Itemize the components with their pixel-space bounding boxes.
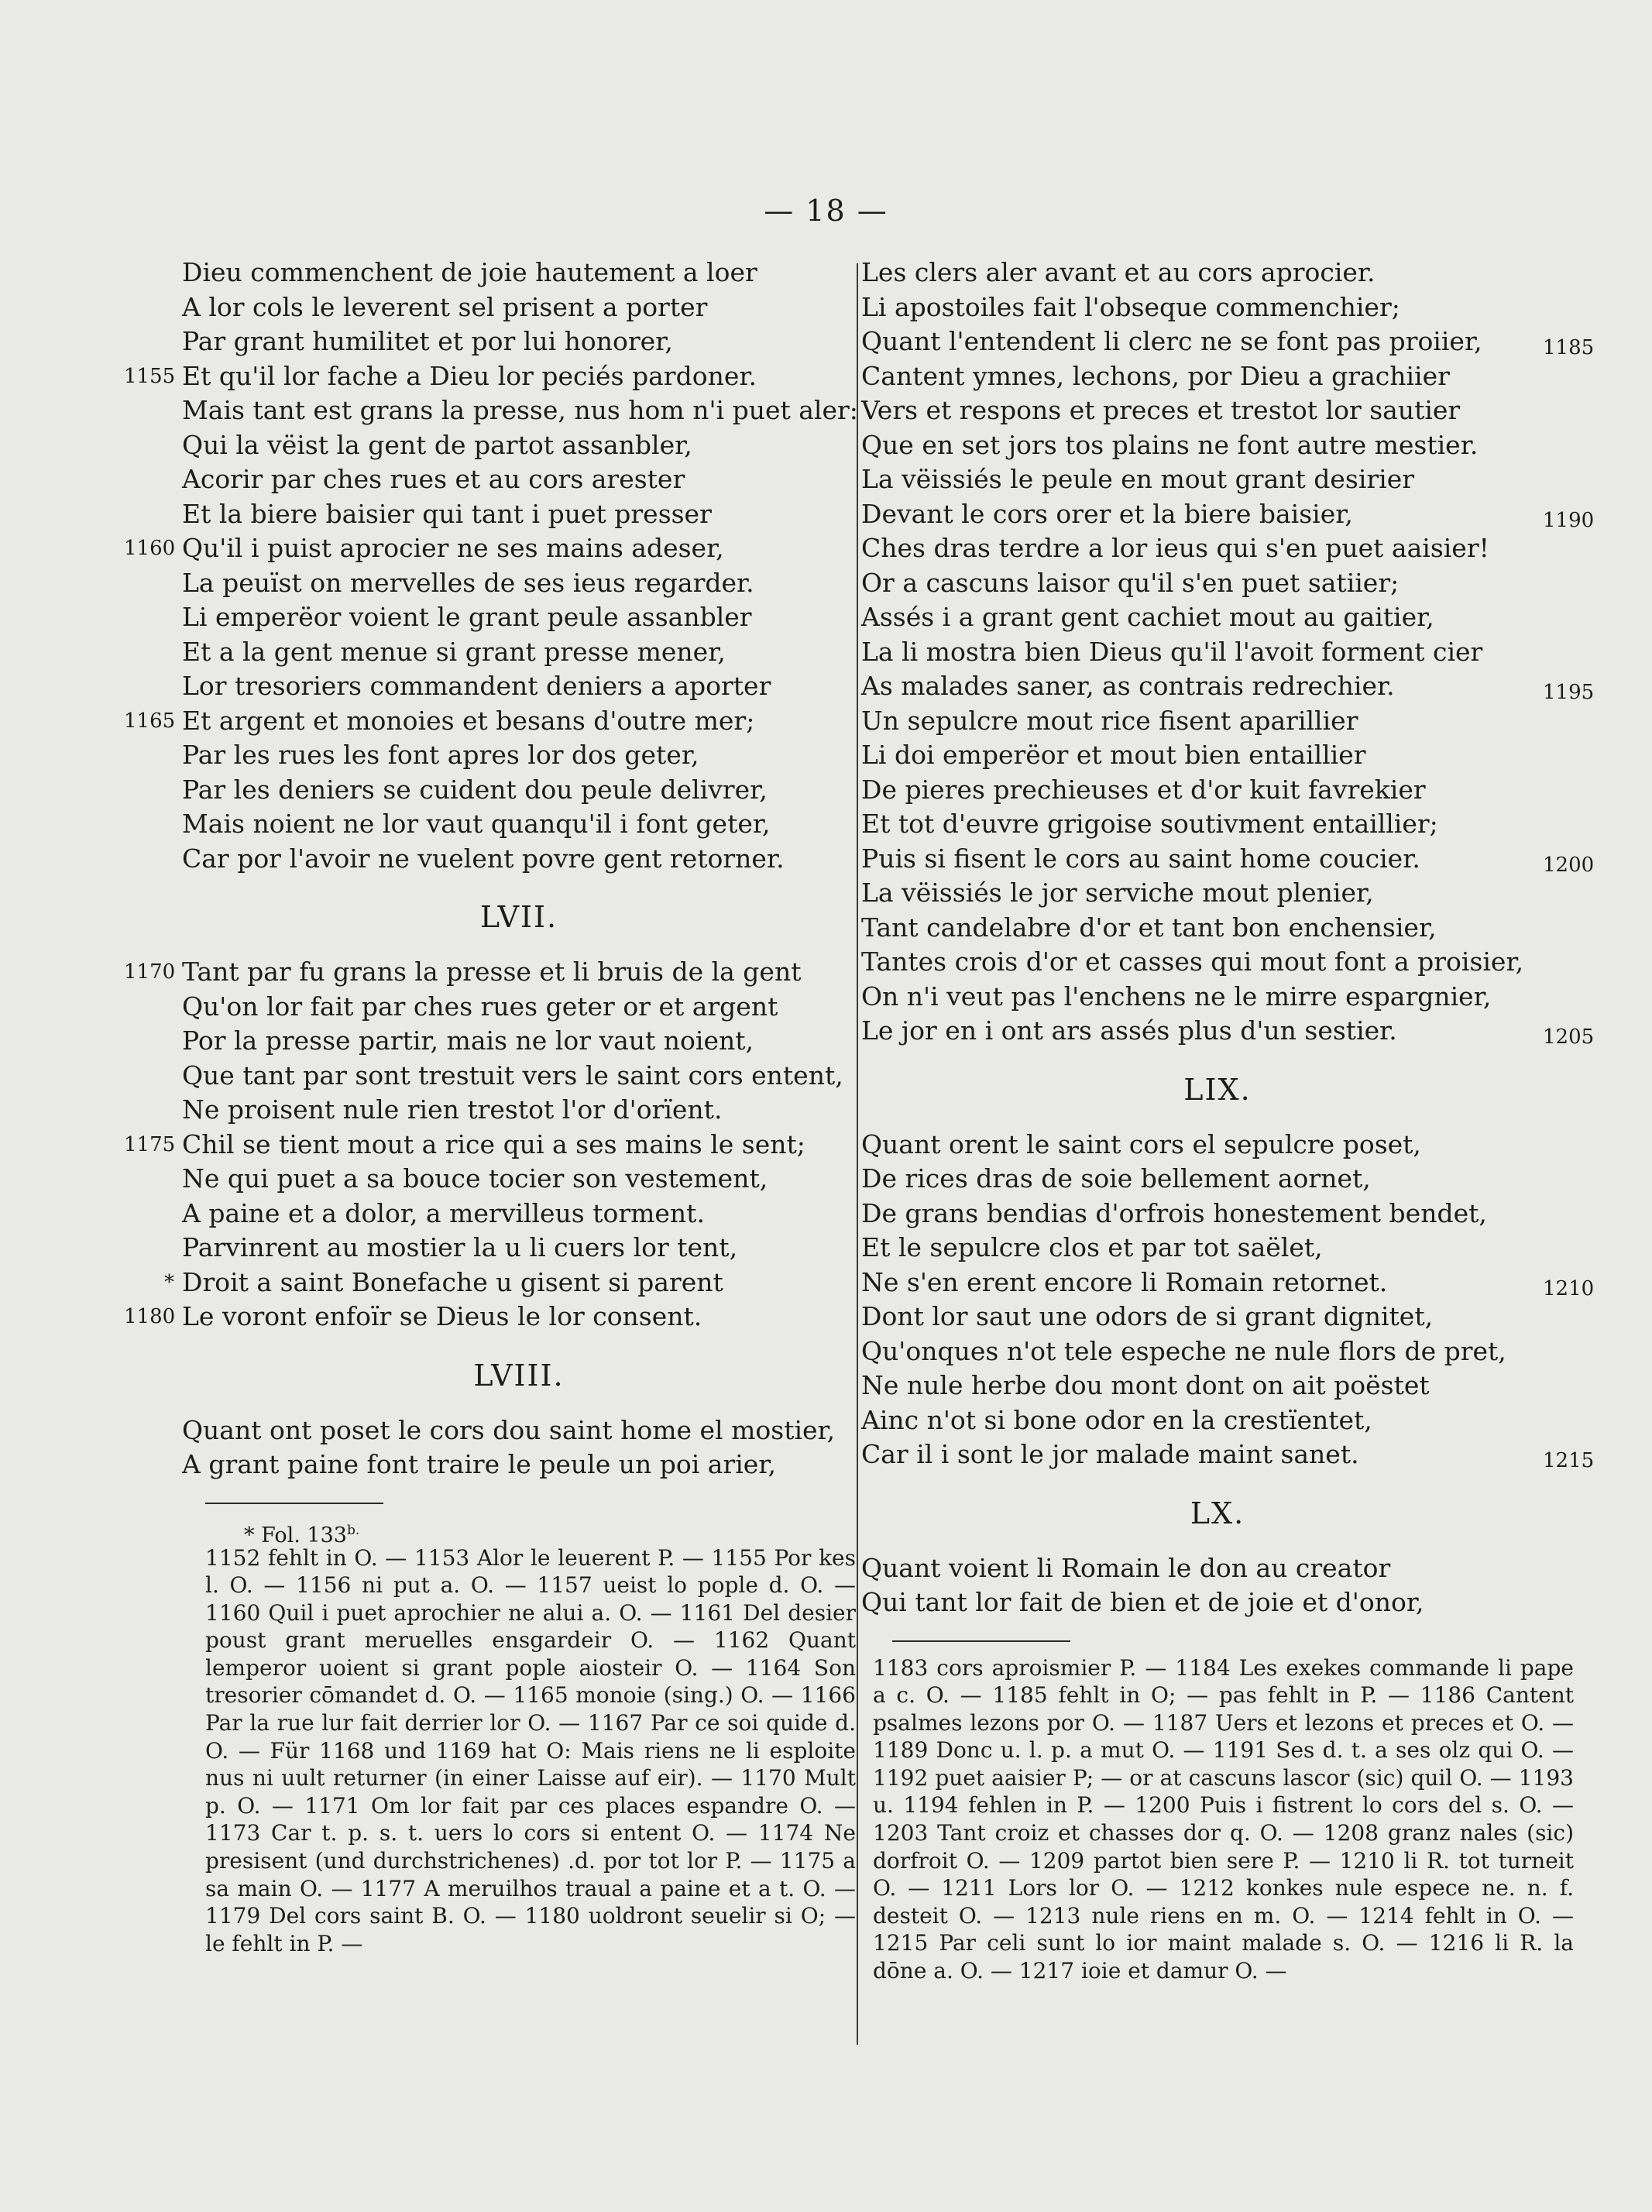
verse-line [124, 1128, 856, 1163]
verse-line-number: 1205 [1543, 1025, 1595, 1049]
verse-line-number: 1160 [124, 537, 176, 560]
verse-text: Que tant par sont trestuit vers le saint cors entent, [182, 1060, 843, 1091]
verse-line [124, 990, 856, 1025]
variant-readings: 1183 cors aproismier P. — 1184 Les exekes commande li pape a c. O. — 1185 fehlt in O; — pas fehlt in P. — 1186 Cantent psalmes lezons por O. — 1187 Uers et lezons et preces et O. — 1189 Donc u. l. p. a mut O. — 1191 Ses d. t. a ses olz qui O. — 1192 puet aaisier P; — or at cascuns lascor (sic) quil O. — 1193 u. 1194 fehlen in P. — 1200 Puis i fistrent lo cors del s. O. — 1203 Tant croiz et chasses dor q. O. — 1208 granz nales (sic) dorfroit O. — 1209 partot bien sere P. — 1210 li R. tot turneit O. — 1211 Lors lor O. — 1212 konkes nule especе ne. n. f. desteit O. — 1213 nule riens en m. O. — 1214 fehlt in O. — 1215 Par celi sunt lo ior maint malade s. O. — 1216 li R. la dōne a. O. — 1217 ioie et damur O. — [873, 1654, 1574, 1984]
verse-line [861, 1585, 1574, 1620]
verse-line [861, 773, 1574, 808]
verse-line [124, 566, 856, 601]
verse-text: Qui la vëist la gent de partot assanbler, [182, 429, 692, 460]
verse-line [124, 290, 856, 325]
verse-line [861, 807, 1574, 842]
verse-line [861, 1437, 1595, 1472]
verse-text: Et tot d'euvre grigoise soutivment entaillier; [861, 809, 1438, 839]
verse-line-number: 1190 [1543, 508, 1595, 532]
verse-line [124, 635, 856, 670]
verse-text: Par les deniers se cuident dou peule delivrer, [182, 774, 768, 805]
verse-text: Quant voient li Romain le don au creator [861, 1552, 1391, 1583]
verse-line [861, 842, 1595, 877]
verse-text: A lor cols le leverent sel prisent a porter [182, 291, 708, 322]
verse-text: Devant le cors orer et la biere baisier, [861, 498, 1353, 529]
verse-line [861, 876, 1574, 911]
verse-text: Cantent ymnes, lechons, por Dieu a grachiier [861, 360, 1450, 391]
verse-text: Qu'on lor fait par ches rues geter or et argent [182, 991, 778, 1022]
verse-line [861, 1551, 1574, 1586]
verse-line [861, 566, 1574, 601]
verse-text: Mais noient ne lor vaut quanqu'il i font geter, [182, 809, 771, 839]
verse-line [861, 635, 1574, 670]
verse-line-number: 1175 [124, 1132, 176, 1156]
verse-line-number: 1215 [1543, 1449, 1595, 1472]
verse-line-number: 1180 [124, 1305, 176, 1328]
verse-text: Dont lor saut une odors de si grant dignitet, [861, 1301, 1434, 1331]
verses-block-a [124, 256, 856, 876]
verse-text: Vers et respons et preces et trestot lor sautier [861, 395, 1461, 425]
verse-text: Ne s'en erent encore li Romain retornet. [861, 1266, 1388, 1297]
verse-text: Car por l'avoir ne vuelent povre gent retorner. [182, 843, 785, 874]
verses-block-c [124, 1413, 856, 1482]
verse-line-number: 1170 [124, 960, 176, 984]
verse-text: A grant paine font traire le peule un poi arier, [182, 1449, 776, 1479]
verse-line [124, 1413, 856, 1448]
verse-line [861, 600, 1574, 635]
verse-text: De pieres prechieuses et d'or kuit favrekier [861, 774, 1426, 805]
verse-text: Puis si fisent le cors au saint home coucier. [861, 843, 1420, 874]
verse-line [861, 1231, 1574, 1266]
verse-line [124, 393, 856, 428]
verse-text: Lor tresoriers commandent deniers a aporter [182, 671, 771, 701]
verse-line [861, 945, 1574, 980]
verse-line [124, 325, 856, 359]
section-heading-lvii: LVII. [479, 900, 558, 934]
verse-text: As malades saner, as contrais redrechier. [861, 671, 1395, 701]
verse-line [861, 428, 1574, 463]
verse-line [124, 428, 856, 463]
verse-text: La peuïst on mervelles de ses ieus regarder. [182, 567, 754, 598]
verses-block-b [124, 955, 856, 1334]
verse-text: La vëissiés le peule en mout grant desirier [861, 464, 1415, 494]
footnote-rule [205, 1503, 383, 1504]
verse-line-number: 1195 [1543, 681, 1595, 704]
verse-text: De grans bendias d'orfrois honestement bendet, [861, 1197, 1487, 1228]
page-number: — 18 — [764, 194, 888, 228]
verse-line-number: 1165 [124, 709, 176, 733]
verses-block-b [861, 1128, 1595, 1472]
verse-line [124, 669, 856, 704]
verse-text: Li doi emperëor et mout bien entaillier [861, 740, 1366, 770]
verse-text: Par grant humilitet et por lui honorer, [182, 326, 673, 356]
verse-line [124, 1300, 856, 1334]
verse-line [124, 600, 856, 635]
verse-text: Quant ont poset le cors dou saint home el mostier, [182, 1414, 836, 1445]
right-column [861, 256, 1595, 1985]
verse-line [861, 1128, 1574, 1163]
verse-line [861, 256, 1574, 290]
verse-line [124, 1448, 856, 1482]
verse-line [124, 773, 856, 808]
verse-text: Dieu commenchent de joie hautement a loer [182, 257, 757, 287]
verses-block-a [861, 256, 1595, 1049]
verse-line [124, 738, 856, 773]
verse-line [124, 531, 856, 566]
verse-line [861, 911, 1574, 946]
verse-line [861, 325, 1595, 359]
verse-line [861, 1014, 1595, 1049]
verse-text: Et le sepulcre clos et par tot saëlet, [861, 1232, 1323, 1262]
verse-line [861, 704, 1574, 739]
verse-text: Et a la gent menue si grant presse mener, [182, 636, 726, 667]
verse-text: Acorir par ches rues et au cors arester [182, 464, 685, 494]
verse-line [124, 497, 856, 532]
verse-text: Quant orent le saint cors el sepulcre poset, [861, 1128, 1421, 1159]
verse-text: Le jor en i ont ars assés plus d'un sestier. [861, 1015, 1397, 1046]
verse-text: De rices dras de soie bellement aornet, [861, 1163, 1371, 1194]
section-heading-lx: LX. [1190, 1496, 1245, 1530]
verse-line [124, 1059, 856, 1094]
verse-text: Por la presse partir, mais ne lor vaut noient, [182, 1025, 754, 1056]
verse-text: Par les rues les font apres lor dos geter, [182, 740, 699, 770]
verse-text: Tantes crois d'or et casses qui mout font a proisier, [861, 946, 1524, 977]
verse-text: La vëissiés le jor serviche mout plenier, [861, 878, 1374, 908]
verse-text: Qu'il i puist aprocier ne ses mains adeser, [182, 533, 724, 563]
verse-line [861, 738, 1574, 773]
verse-text: Parvinrent au mostier la u li cuers lor tent, [182, 1232, 738, 1262]
verse-line [124, 1162, 856, 1197]
verse-text: Li emperëor voient le grant peule assanbler [182, 602, 752, 632]
verse-line-number: 1155 [124, 364, 176, 388]
verse-line-number: 1210 [1543, 1276, 1595, 1300]
footnote-rule [892, 1640, 1070, 1642]
verse-text: Tant candelabre d'or et tant bon enchensier, [861, 912, 1437, 943]
verse-line [124, 1024, 856, 1059]
verse-line [861, 1197, 1574, 1231]
left-column [124, 256, 856, 1957]
verse-text: A paine et a dolor, a mervilleus torment. [182, 1197, 705, 1228]
verse-text: Ne nule herbe dou mont dont on ait poëstet [861, 1370, 1430, 1400]
verse-line [124, 842, 856, 877]
verse-text: Et qu'il lor fache a Dieu lor peciés pardoner. [182, 360, 757, 391]
verse-line-number: * [164, 1270, 174, 1294]
verse-text: Ne proisent nule rien trestot l'or d'orïent. [182, 1094, 723, 1125]
verse-text: Li apostoiles fait l'obseque commenchier; [861, 291, 1400, 322]
verse-text: Qui tant lor fait de bien et de joie et d'onor, [861, 1587, 1424, 1617]
variant-readings: 1152 fehlt in O. — 1153 Alor le leuerent P. — 1155 Por kes l. O. — 1156 ni put a. O. — 1157 ueist lo pople d. O. — 1160 Quil i puet aprochier ne alui a. O. — 1161 Del desier poust grant meruelles ensgardeir O. — 1162 Quant lemperor uoient si grant pople aiosteir O. — 1164 Son tresorier cōmandet d. O. — 1165 monoie (sing.) O. — 1166 Par la rue lur fait derrier lor O. — 1167 Par ce soi quide d. O. — Für 1168 und 1169 hat O: Mais riens ne li esploite nus ni uult returner (in einer Laisse auf eir). — 1170 Mult p. O. — 1171 Om lor fait par ces places espandre O. — 1173 Car t. p. s. t. uers lo cors si entent O. — 1174 Ne presisent (und durchstrichenes) .d. por tot lor P. — 1175 a sa main O. — 1177 A meruilhos traual a paine et a t. O. — 1179 Del cors saint B. O. — 1180 uoldront seuelir si O; — le fehlt in P. — [205, 1544, 856, 1956]
verse-text: Ne qui puet a sa bouce tocier son vestement, [182, 1163, 768, 1194]
verse-line [861, 1403, 1574, 1438]
verse-line [124, 807, 856, 842]
verse-text: Qu'onques n'ot tele espeche ne nule flors de pret, [861, 1335, 1506, 1366]
verse-line [861, 1300, 1574, 1334]
column-divider [857, 263, 858, 2045]
verse-line [861, 669, 1595, 704]
verse-text: Car il i sont le jor malade maint sanet. [861, 1439, 1359, 1469]
verse-line [124, 1266, 856, 1300]
verse-line [124, 955, 856, 990]
verse-line [861, 1369, 1574, 1403]
verse-line [861, 290, 1574, 325]
verse-line [861, 1162, 1574, 1197]
section-heading-lviii: LVIII. [473, 1358, 565, 1393]
verse-text: Ainc n'ot si bone odor en la crestïentet, [861, 1404, 1372, 1435]
verse-text: Or a cascuns laisor qu'il s'en puet satiier; [861, 567, 1400, 598]
verse-text: Chil se tient mout a rice qui a ses mains le sent; [182, 1128, 805, 1159]
verse-text: Le voront enfoïr se Dieus le lor consent. [182, 1301, 702, 1331]
folio-note-sup: b. [346, 1522, 360, 1538]
verse-text: Mais tant est grans la presse, nus hom n'i puet aler: [182, 395, 858, 425]
verse-line [124, 1231, 856, 1266]
verse-text: Un sepulcre mout rice fisent aparillier [861, 705, 1358, 736]
verse-line [124, 359, 856, 394]
folio-note [124, 1516, 856, 1547]
verse-line [124, 256, 856, 290]
verse-text: Et argent et monoies et besans d'outre mer; [182, 705, 755, 736]
verses-block-c [861, 1551, 1574, 1620]
verse-line [124, 1093, 856, 1128]
verse-text: Que en set jors tos plains ne font autre mestier. [861, 429, 1479, 460]
verse-line [861, 980, 1574, 1015]
folio-note-text: * Fol. 133 [244, 1523, 347, 1547]
section-heading-lix: LIX. [1183, 1072, 1252, 1107]
verse-line [124, 1197, 856, 1231]
verse-line [861, 462, 1574, 497]
verse-line [124, 462, 856, 497]
verse-line [861, 1266, 1595, 1300]
verse-text: Droit a saint Bonefache u gisent si parent [182, 1266, 723, 1297]
verse-text: On n'i veut pas l'enchens ne le mirre espargnier, [861, 981, 1492, 1012]
verse-line-number: 1185 [1543, 336, 1595, 359]
verse-text: Assés i a grant gent cachiet mout au gaitier, [861, 602, 1434, 632]
verse-line [861, 393, 1574, 428]
verse-text: La li mostra bien Dieus qu'il l'avoit forment cier [861, 636, 1483, 667]
verse-line [861, 531, 1574, 566]
verse-line [861, 497, 1595, 532]
verse-text: Et la biere baisier qui tant i puet presser [182, 498, 712, 529]
verse-text: Tant par fu grans la presse et li bruis de la gent [182, 957, 802, 987]
verse-text: Les clers aler avant et au cors aprocier. [861, 257, 1376, 287]
verse-line-number: 1200 [1543, 853, 1595, 877]
verse-text: Ches dras terdre a lor ieus qui s'en puet aaisier! [861, 533, 1489, 563]
verse-text: Quant l'entendent li clerc ne se font pas proiier, [861, 326, 1482, 356]
verse-line [861, 1334, 1574, 1369]
verse-line [861, 359, 1574, 394]
verse-line [124, 704, 856, 739]
